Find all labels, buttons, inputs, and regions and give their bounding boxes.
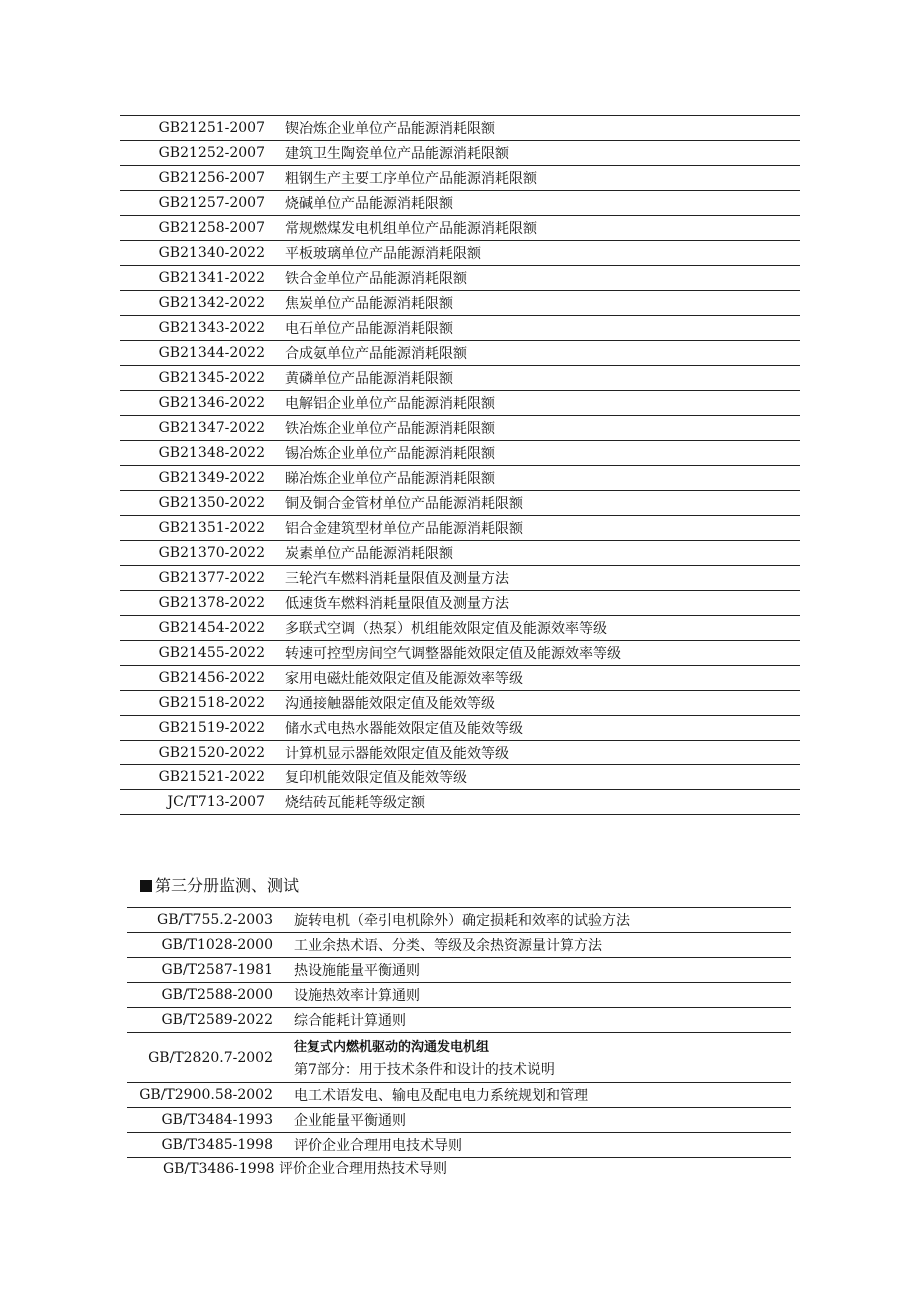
standard-title: 热设施能量平衡通则 bbox=[294, 963, 420, 979]
standard-title: 炭素单位产品能源消耗限额 bbox=[285, 546, 453, 562]
standard-title: 计算机显示器能效限定值及能效等级 bbox=[285, 745, 509, 762]
standard-title: 烧碱单位产品能源消耗限额 bbox=[285, 196, 453, 212]
standard-code: GB21521-2022 bbox=[158, 769, 265, 785]
standard-code: GB21520-2022 bbox=[158, 744, 265, 761]
standard-code: GB21455-2022 bbox=[158, 645, 265, 661]
table-row bbox=[120, 741, 800, 765]
table-row bbox=[120, 516, 800, 541]
standard-code: GB21349-2022 bbox=[158, 470, 265, 486]
standard-title: 粗钢生产主要工序单位产品能源消耗限额 bbox=[285, 171, 537, 187]
square-bullet-icon bbox=[140, 880, 152, 892]
table-row bbox=[120, 466, 800, 491]
standard-title: 多联式空调（热泵）机组能效限定值及能源效率等级 bbox=[285, 621, 607, 637]
standard-code: GB/T2588-2000 bbox=[161, 987, 273, 1003]
standard-title: 储水式电热水器能效限定值及能效等级 bbox=[285, 721, 523, 737]
standard-title: 设施热效率计算通则 bbox=[294, 988, 420, 1004]
standard-code: GB21350-2022 bbox=[158, 495, 265, 511]
monitoring-testing-standards-table bbox=[127, 907, 791, 1158]
table-row bbox=[120, 616, 800, 641]
standard-code: GB21257-2007 bbox=[158, 195, 265, 211]
table-row bbox=[120, 790, 800, 815]
standard-code: GB21258-2007 bbox=[158, 220, 265, 236]
standard-title: 复印机能效限定值及能效等级 bbox=[285, 770, 467, 786]
table-row bbox=[127, 933, 791, 958]
standard-code: GB21378-2022 bbox=[158, 595, 265, 611]
standard-code: GB/T2589-2022 bbox=[161, 1012, 273, 1028]
table-row bbox=[120, 491, 800, 516]
standard-title: 铜及铜合金管材单位产品能源消耗限额 bbox=[285, 496, 523, 512]
standard-title: 工业余热术语、分类、等级及余热资源量计算方法 bbox=[294, 938, 602, 954]
standard-code: GB21251-2007 bbox=[158, 120, 265, 136]
standard-code: GB21340-2022 bbox=[158, 245, 265, 261]
standard-title: 睇冶炼企业单位产品能源消耗限额 bbox=[285, 471, 495, 487]
standard-code: GB21351-2022 bbox=[158, 520, 265, 536]
standard-title: 电解铝企业单位产品能源消耗限额 bbox=[285, 396, 495, 412]
standard-title: 锲冶炼企业单位产品能源消耗限额 bbox=[285, 121, 495, 137]
table-row bbox=[120, 566, 800, 591]
standard-code: GB/T3484-1993 bbox=[161, 1112, 273, 1128]
standard-title: 铝合金建筑型材单位产品能源消耗限额 bbox=[285, 521, 523, 537]
standard-title: 建筑卫生陶瓷单位产品能源消耗限额 bbox=[285, 146, 509, 162]
standard-code: GB21343-2022 bbox=[158, 320, 265, 336]
table-row bbox=[127, 908, 791, 933]
table-row bbox=[120, 191, 800, 216]
standard-code: GB21519-2022 bbox=[158, 720, 265, 736]
table-row bbox=[120, 416, 800, 441]
standard-code: GB21342-2022 bbox=[158, 295, 265, 311]
standard-code: GB21370-2022 bbox=[158, 545, 265, 561]
standard-title: 低速货车燃料消耗量限值及测量方法 bbox=[285, 596, 509, 612]
standard-title bbox=[294, 1033, 555, 1082]
standard-title-line2: 第7部分：用于技术条件和设计的技术说明 bbox=[294, 1062, 555, 1078]
table-row bbox=[127, 958, 791, 983]
standard-code: GB21456-2022 bbox=[158, 670, 265, 686]
standard-title: 铁合金单位产品能源消耗限额 bbox=[285, 271, 467, 287]
standard-code: GB21377-2022 bbox=[158, 570, 265, 586]
standard-title: 沟通接触器能效限定值及能效等级 bbox=[285, 696, 495, 712]
standard-title: 铁冶炼企业单位产品能源消耗限额 bbox=[285, 421, 495, 437]
standard-title: 合成氨单位产品能源消耗限额 bbox=[285, 346, 467, 362]
standard-title: 常规燃煤发电机组单位产品能源消耗限额 bbox=[285, 221, 537, 237]
standard-code: GB/T3485-1998 bbox=[161, 1137, 273, 1153]
standard-title: 焦炭单位产品能源消耗限额 bbox=[285, 296, 453, 312]
standard-title-line1: 往复式内燃机驱动的沟通发电机组 bbox=[294, 1040, 490, 1055]
table-row bbox=[120, 241, 800, 266]
standard-title: 家用电磁灶能效限定值及能源效率等级 bbox=[285, 671, 523, 687]
standard-code: GB21454-2022 bbox=[158, 620, 265, 636]
trailing-standard-line: GB/T3486-1998 评价企业合理用热技术导则 bbox=[163, 1161, 447, 1177]
standard-code: GB/T755.2-2003 bbox=[157, 912, 273, 928]
standard-code: GB21252-2007 bbox=[158, 145, 265, 161]
table-row bbox=[127, 1083, 791, 1108]
standard-title: 评价企业合理用电技术导则 bbox=[294, 1138, 462, 1154]
table-row bbox=[120, 765, 800, 790]
table-row bbox=[120, 666, 800, 691]
table-row bbox=[120, 716, 800, 741]
standard-title: 企业能量平衡通则 bbox=[294, 1113, 406, 1129]
table-row bbox=[120, 166, 800, 191]
standard-code: GB21344-2022 bbox=[158, 345, 265, 361]
table-row bbox=[120, 216, 800, 241]
table-row bbox=[120, 341, 800, 366]
standard-title: 转速可控型房间空气调整器能效限定值及能源效率等级 bbox=[285, 646, 621, 662]
standard-code: GB/T2587-1981 bbox=[161, 962, 273, 978]
table-row bbox=[127, 1133, 791, 1158]
standard-title: 三轮汽车燃料消耗量限值及测量方法 bbox=[285, 571, 509, 587]
table-row bbox=[120, 141, 800, 166]
table-row bbox=[120, 366, 800, 391]
table-row bbox=[120, 391, 800, 416]
table-row bbox=[120, 291, 800, 316]
standard-title: 锡冶炼企业单位产品能源消耗限额 bbox=[285, 446, 495, 462]
table-row bbox=[120, 116, 800, 141]
standard-code: GB21345-2022 bbox=[158, 370, 265, 386]
standard-code: JC/T713-2007 bbox=[167, 794, 265, 810]
standard-title: 烧结砖瓦能耗等级定额 bbox=[285, 795, 425, 811]
standard-code: GB/T2900.58-2002 bbox=[139, 1087, 273, 1103]
standard-title: 平板玻璃单位产品能源消耗限额 bbox=[285, 246, 481, 262]
table-row bbox=[120, 441, 800, 466]
table-row bbox=[120, 316, 800, 341]
standard-title: 旋转电机（牵引电机除外）确定损耗和效率的试验方法 bbox=[294, 913, 630, 929]
standard-code: GB21346-2022 bbox=[158, 395, 265, 411]
section-heading-text: 第三分册监测、测试 bbox=[155, 876, 300, 895]
table-row bbox=[127, 983, 791, 1008]
table-row bbox=[127, 1108, 791, 1133]
table-row bbox=[120, 691, 800, 716]
table-row bbox=[120, 266, 800, 291]
table-row bbox=[120, 541, 800, 566]
table-row bbox=[127, 1008, 791, 1033]
standard-code: GB/T1028-2000 bbox=[161, 937, 273, 953]
standard-code: GB/T2820.7-2002 bbox=[148, 1049, 273, 1066]
table-row bbox=[127, 1033, 791, 1083]
standard-title: 电石单位产品能源消耗限额 bbox=[285, 321, 453, 337]
table-row bbox=[120, 591, 800, 616]
section-heading bbox=[140, 873, 299, 896]
standard-code: GB21341-2022 bbox=[158, 270, 265, 286]
standard-code: GB21256-2007 bbox=[158, 170, 265, 186]
standard-code: GB21347-2022 bbox=[158, 420, 265, 436]
standard-title: 电工术语发电、输电及配电电力系统规划和管理 bbox=[294, 1088, 588, 1104]
standard-code: GB21348-2022 bbox=[158, 445, 265, 461]
standard-title: 黄磷单位产品能源消耗限额 bbox=[285, 371, 453, 387]
energy-consumption-standards-table bbox=[120, 115, 800, 815]
standard-title: 综合能耗计算通则 bbox=[294, 1013, 406, 1029]
standard-code: GB21518-2022 bbox=[158, 695, 265, 711]
table-row bbox=[120, 641, 800, 666]
